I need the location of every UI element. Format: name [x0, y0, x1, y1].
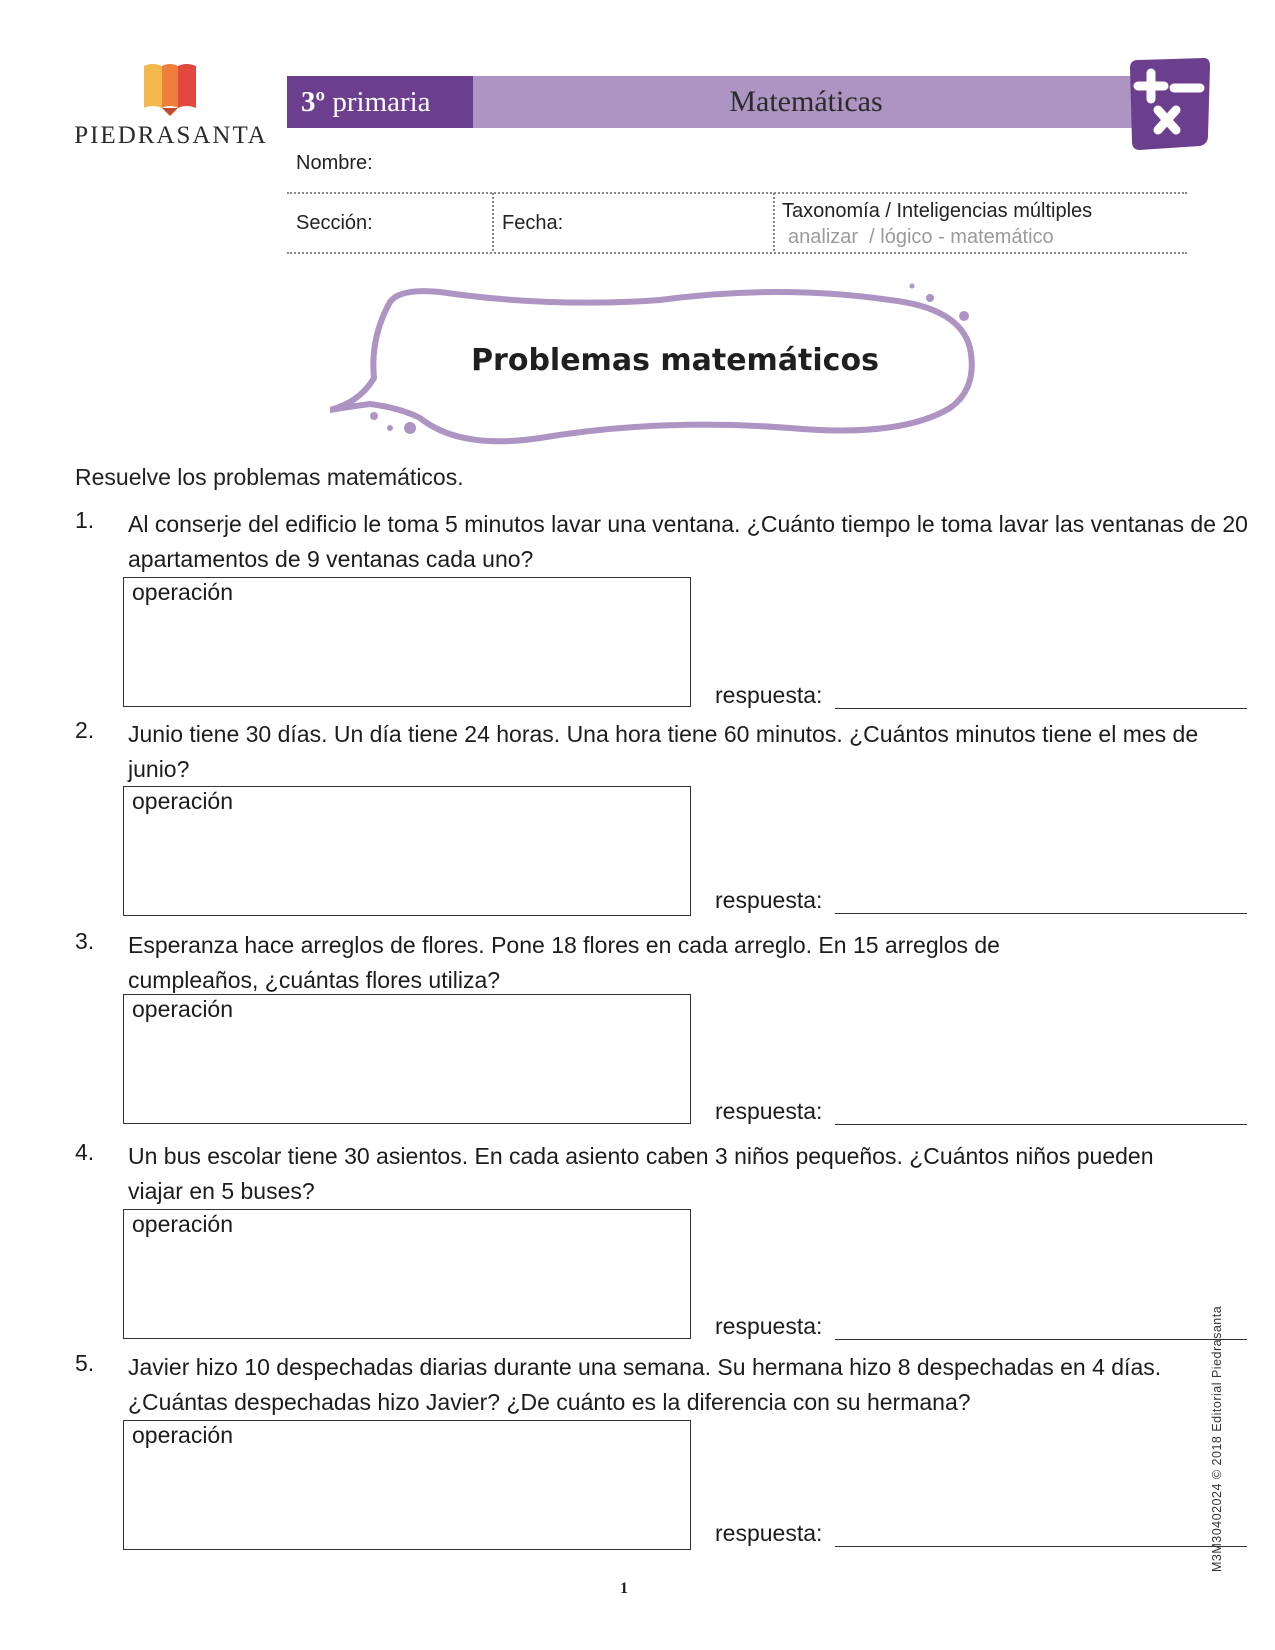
operation-box[interactable] — [123, 994, 691, 1124]
problem-number: 2. — [75, 717, 95, 743]
problem-text: Un bus escolar tiene 30 asientos. En cada asiento caben 3 niños pequeños. ¿Cuántos niños pueden viajar en 5 buses? — [128, 1143, 1154, 1204]
grade-label: primaria — [332, 86, 431, 118]
problem-text: Junio tiene 30 días. Un día tiene 24 horas. Una hora tiene 60 minutos. ¿Cuántos minutos tiene el mes de junio? — [128, 721, 1199, 782]
operation-label: operación — [132, 1422, 234, 1448]
divider — [287, 252, 1187, 254]
answer-line[interactable] — [835, 1124, 1247, 1125]
problem-text: Javier hizo 10 despechadas diarias durante una semana. Su hermana hizo 8 despechadas en 4 días. ¿Cuántas despechadas hizo Javier? ¿De cuánto es la diferencia con su hermana? — [128, 1354, 1162, 1415]
publisher-name: PIEDRASANTA — [74, 122, 268, 149]
operation-box[interactable] — [123, 786, 691, 916]
problem-number: 4. — [75, 1139, 95, 1165]
answer-label: respuesta: — [715, 1313, 823, 1339]
book-logo-icon — [142, 62, 198, 116]
divider — [773, 193, 775, 251]
problem-text: Al conserje del edificio le toma 5 minutos lavar una ventana. ¿Cuánto tiempo le toma lavar las ventanas de 20 apartamentos de 9 ventanas cada uno? — [128, 511, 1248, 572]
answer-label: respuesta: — [715, 1520, 823, 1546]
answer-line[interactable] — [835, 708, 1247, 709]
page-number: 1 — [620, 1580, 628, 1597]
name-label: Nombre: — [296, 152, 373, 174]
plus-minus-times-icon — [1124, 58, 1212, 152]
answer-label: respuesta: — [715, 682, 823, 708]
answer-line[interactable] — [835, 1546, 1247, 1547]
grade-number: 3º — [301, 86, 326, 118]
problem-number: 1. — [75, 507, 95, 533]
operation-label: operación — [132, 579, 234, 605]
operation-box[interactable] — [123, 577, 691, 707]
problem-number: 3. — [75, 928, 95, 954]
taxonomy-title: Taxonomía / Inteligencias múltiples — [782, 200, 1093, 222]
problem-number: 5. — [75, 1350, 95, 1376]
divider — [492, 193, 494, 251]
publisher-logo — [66, 62, 276, 152]
operation-label: operación — [132, 1211, 234, 1237]
date-label: Fecha: — [502, 212, 564, 234]
worksheet-title: Problemas matemáticos — [471, 343, 879, 378]
subject-title: Matemáticas — [729, 85, 883, 118]
section-label: Sección: — [296, 212, 373, 234]
taxonomy-values: analizar / lógico - matemático — [788, 226, 1054, 248]
problem-text: Esperanza hace arreglos de flores. Pone 18 flores en cada arreglo. En 15 arreglos de cumpleaños, ¿cuántas flores utiliza? — [128, 932, 1000, 993]
copyright-code: M3M3040202​4 © 2018 Editorial Piedrasanta — [1210, 1305, 1224, 1572]
operation-label: operación — [132, 788, 234, 814]
answer-line[interactable] — [835, 913, 1247, 914]
answer-label: respuesta: — [715, 887, 823, 913]
operation-box[interactable] — [123, 1420, 691, 1550]
operation-box[interactable] — [123, 1209, 691, 1339]
instructions: Resuelve los problemas matemáticos. — [75, 464, 464, 490]
operation-label: operación — [132, 996, 234, 1022]
answer-label: respuesta: — [715, 1098, 823, 1124]
divider — [287, 192, 1187, 194]
answer-line[interactable] — [835, 1339, 1247, 1340]
grade-badge — [287, 76, 473, 128]
